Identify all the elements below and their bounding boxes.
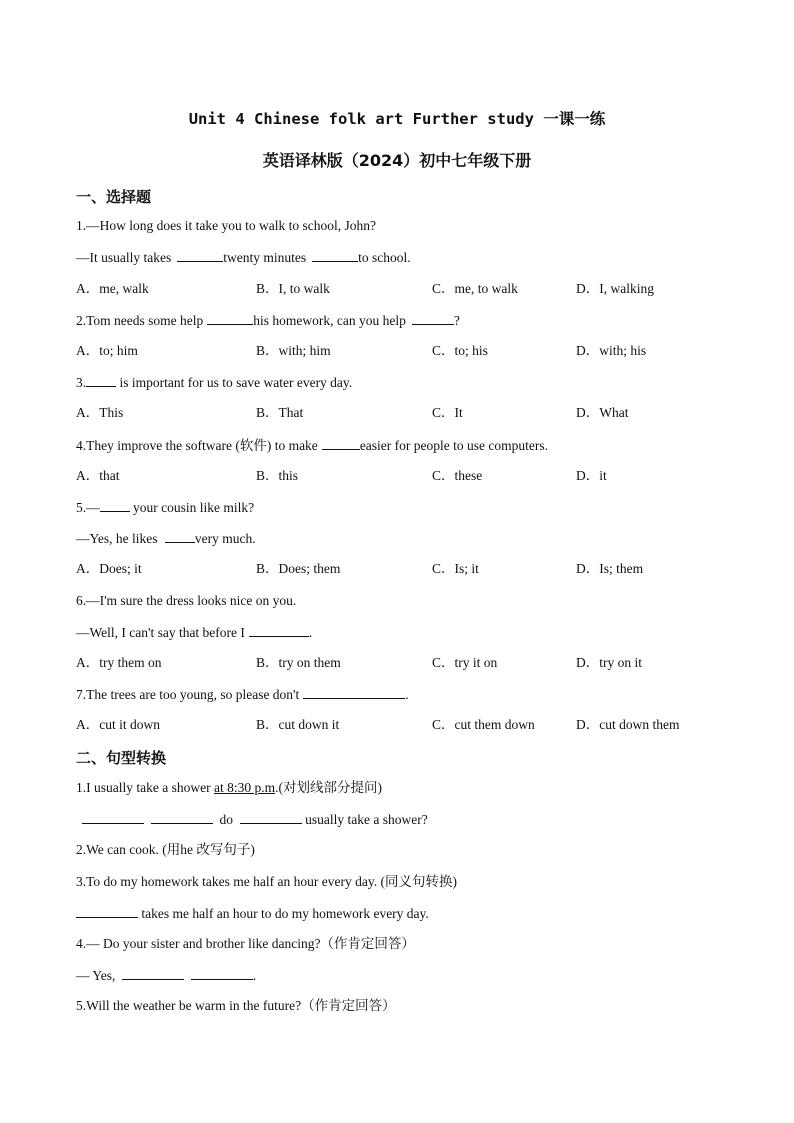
section-heading-transform: 二、句型转换 [76,749,167,767]
question-5-line-2 [76,529,256,548]
question-text: — Yes, [76,968,116,983]
question-2-line-1 [76,311,460,330]
option-d[interactable]: D．I, walking [576,281,654,296]
option-b[interactable]: B．That [256,405,304,420]
option-d[interactable]: D．try on it [576,655,642,670]
transform-answer-1 [82,810,428,829]
option-a[interactable]: A．that [76,468,120,483]
question-text: is important for us to save water every day. [119,375,353,390]
option-a[interactable]: A．This [76,405,124,420]
answer-blank[interactable] [249,623,309,637]
question-7-line-1 [76,685,409,704]
answer-blank[interactable] [191,966,253,980]
question-text: 7.The trees are too young, so please don't [76,687,300,702]
transform-question-3: 3.To do my homework takes me half an hour every day. (同义句转换) [76,874,457,889]
question-text: usually take a shower? [305,812,428,827]
transform-question-5: 5.Will the weather be warm in the future?（作肯定回答） [76,998,396,1013]
question-1-line-2 [76,248,411,267]
option-c[interactable]: C．these [432,468,483,483]
transform-answer-4 [76,966,256,985]
option-c[interactable]: C．try it on [432,655,498,670]
answer-blank[interactable] [100,498,130,512]
question-5-line-1 [76,498,254,517]
option-c[interactable]: C．Is; it [432,561,479,576]
question-6-line-2 [76,623,312,642]
question-text: takes me half an hour to do my homework every day. [141,906,429,921]
transform-question-4: 4.— Do your sister and brother like dancing?（作肯定回答） [76,936,415,951]
option-a[interactable]: A．me, walk [76,281,149,296]
option-a[interactable]: A．to; him [76,343,138,358]
answer-blank[interactable] [240,810,302,824]
transform-question-2: 2.We can cook. (用he 改写句子) [76,842,255,857]
transform-answer-3 [76,904,429,923]
option-b[interactable]: B．with; him [256,343,331,358]
question-text: . [308,625,313,640]
question-text: ? [453,313,460,328]
question-text: —Yes, he likes [76,531,161,546]
option-b[interactable]: B．try on them [256,655,341,670]
option-c[interactable]: C．cut them down [432,717,535,732]
question-text: —It usually takes [76,250,172,265]
answer-blank[interactable] [207,311,253,325]
answer-blank[interactable] [303,685,405,699]
question-text: 5.— [76,500,100,515]
option-a[interactable]: A．cut it down [76,717,160,732]
question-text: his homework, can you help [253,313,406,328]
question-text: .(对划线部分提问) [275,780,382,795]
question-text: 2.Tom needs some help [76,313,204,328]
answer-blank[interactable] [322,436,360,450]
answer-blank[interactable] [151,810,213,824]
answer-blank[interactable] [412,311,454,325]
option-c[interactable]: C．It [432,405,463,420]
question-text: . [252,968,257,983]
answer-blank[interactable] [86,373,116,387]
answer-blank[interactable] [122,966,184,980]
option-c[interactable]: C．to; his [432,343,488,358]
question-text: easier for people to use computers. [359,438,548,453]
option-b[interactable]: B．cut down it [256,717,340,732]
question-3-line-1 [76,373,352,392]
option-d[interactable]: D．cut down them [576,717,680,732]
document-subtitle: 英语译林版（2024）初中七年级下册 [262,151,532,170]
option-a[interactable]: A．try them on [76,655,162,670]
option-b[interactable]: B．I, to walk [256,281,330,296]
answer-blank[interactable] [177,248,223,262]
question-text: 3. [76,375,87,390]
question-text: 1.I usually take a shower [76,780,214,795]
question-text: twenty minutes [223,250,307,265]
transform-question-1 [76,779,382,797]
option-d[interactable]: D．it [576,468,607,483]
question-text: your cousin like milk? [133,500,255,515]
option-d[interactable]: D．What [576,405,629,420]
option-b[interactable]: B．Does; them [256,561,341,576]
answer-blank[interactable] [76,904,138,918]
underlined-text: at 8:30 p.m [213,780,276,795]
section-heading-choice: 一、选择题 [76,188,152,206]
option-b[interactable]: B．this [256,468,299,483]
question-text: very much. [194,531,256,546]
question-text: do [219,812,233,827]
answer-blank[interactable] [165,529,195,543]
option-d[interactable]: D．with; his [576,343,647,358]
option-c[interactable]: C．me, to walk [432,281,518,296]
question-6-line-1: 6.—I'm sure the dress looks nice on you. [76,593,297,608]
option-a[interactable]: A．Does; it [76,561,142,576]
question-4-line-1 [76,436,548,455]
question-text: —Well, I can't say that before I [76,625,245,640]
option-d[interactable]: D．Is; them [576,561,644,576]
question-text: 4.They improve the software (软件) to make [76,438,318,453]
answer-blank[interactable] [312,248,358,262]
question-1-line-1: 1.—How long does it take you to walk to school, John? [76,218,376,233]
answer-blank[interactable] [82,810,144,824]
document-title: Unit 4 Chinese folk art Further study 一课一练 [188,110,606,128]
question-text: to school. [358,250,411,265]
question-text: . [405,687,409,702]
